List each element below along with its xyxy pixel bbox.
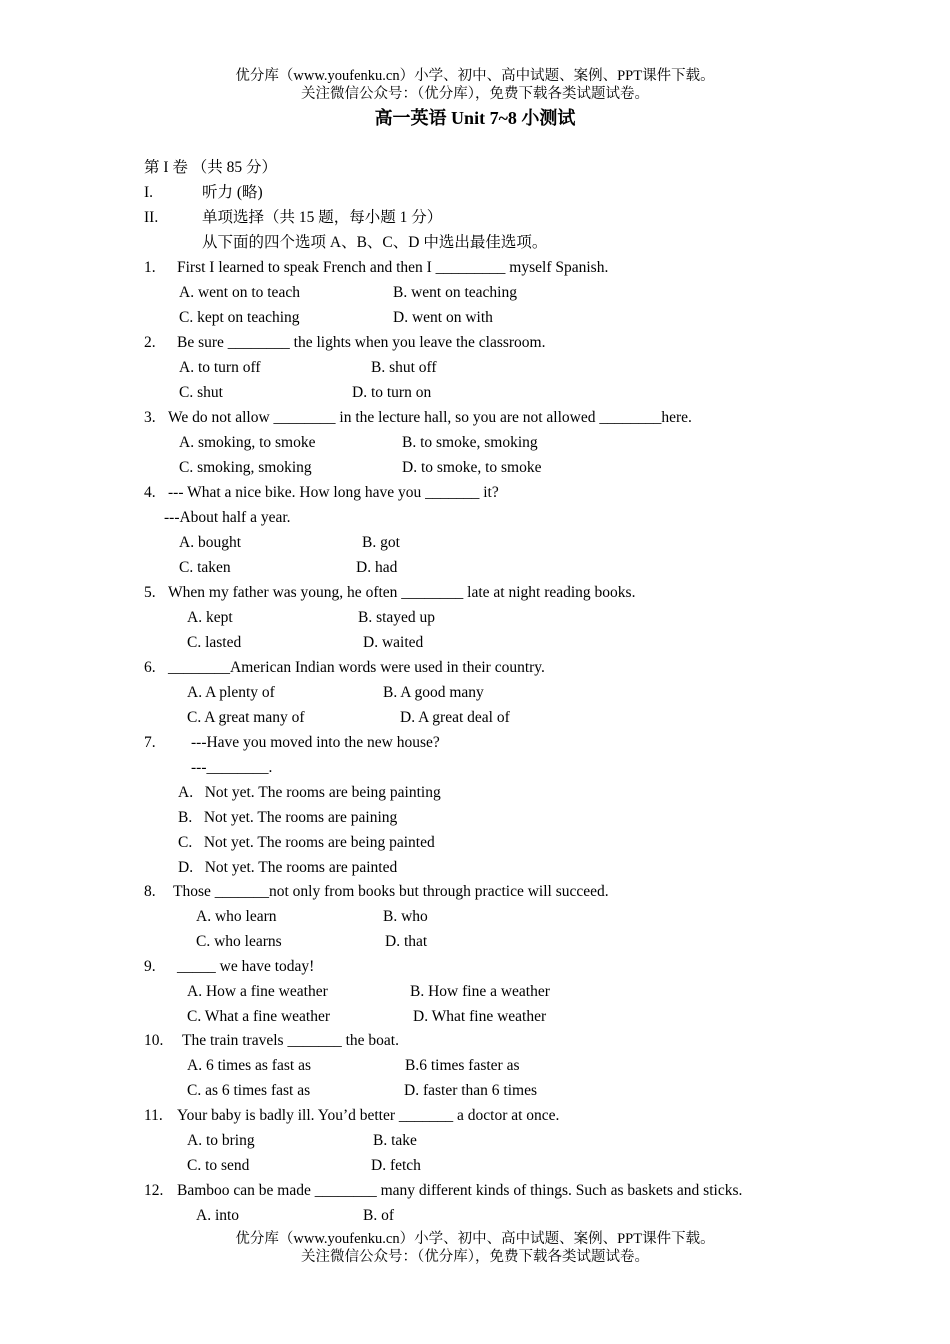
question-3-option-c: C. smoking, smoking bbox=[179, 459, 312, 476]
section-1-title: 听力 (略) bbox=[202, 184, 263, 201]
question-9-option-d: D. What fine weather bbox=[413, 1008, 547, 1025]
question-8-option-b: B. who bbox=[383, 908, 428, 925]
question-12-stem: Bamboo can be made ________ many different kinds of things. Such as baskets and sticks. bbox=[177, 1182, 743, 1199]
question-5-number: 5. bbox=[144, 584, 156, 601]
question-7-option-a: A. Not yet. The rooms are being painting bbox=[178, 784, 441, 801]
question-3-option-d: D. to smoke, to smoke bbox=[402, 459, 542, 476]
part-heading: 第 I 卷 （共 85 分） bbox=[144, 159, 278, 176]
section-2-number: II. bbox=[144, 209, 159, 226]
question-10-option-a: A. 6 times as fast as bbox=[187, 1057, 311, 1074]
question-2-stem: Be sure ________ the lights when you leave the classroom. bbox=[177, 334, 546, 351]
question-1-option-c: C. kept on teaching bbox=[179, 309, 300, 326]
section-2-instruction: 从下面的四个选项 A、B、C、D 中选出最佳选项。 bbox=[202, 234, 548, 251]
question-1-number: 1. bbox=[144, 259, 156, 276]
footer-line-2: 关注微信公众号：（优分库），免费下载各类试题试卷。 bbox=[301, 1249, 649, 1265]
question-8-option-a: A. who learn bbox=[196, 908, 277, 925]
question-1-option-d: D. went on with bbox=[393, 309, 493, 326]
question-2-number: 2. bbox=[144, 334, 156, 351]
question-5-option-c: C. lasted bbox=[187, 634, 242, 651]
question-4-stem: --- What a nice bike. How long have you _______ it? bbox=[168, 484, 499, 501]
question-2-option-b: B. shut off bbox=[371, 359, 437, 376]
question-11-option-a: A. to bring bbox=[187, 1132, 255, 1149]
question-10-option-b: B.6 times faster as bbox=[405, 1057, 520, 1074]
question-8-option-d: D. that bbox=[385, 933, 428, 950]
question-4-number: 4. bbox=[144, 484, 156, 501]
question-2-option-d: D. to turn on bbox=[352, 384, 432, 401]
question-8-stem: Those _______not only from books but through practice will succeed. bbox=[173, 883, 609, 900]
question-9-option-b: B. How fine a weather bbox=[410, 983, 550, 1000]
question-1-option-b: B. went on teaching bbox=[393, 284, 517, 301]
question-7-option-d: D. Not yet. The rooms are painted bbox=[178, 859, 398, 876]
question-11-stem: Your baby is badly ill. You’d better _______ a doctor at once. bbox=[177, 1107, 560, 1124]
question-2-option-c: C. shut bbox=[179, 384, 223, 401]
question-3-stem: We do not allow ________ in the lecture hall, so you are not allowed ________here. bbox=[168, 409, 692, 426]
header-line-1: 优分库（www.youfenku.cn）小学、初中、高中试题、案例、PPT课件下载。 bbox=[235, 68, 715, 84]
section-2-title: 单项选择（共 15 题，每小题 1 分） bbox=[202, 209, 443, 226]
question-9-number: 9. bbox=[144, 958, 156, 975]
question-1-option-a: A. went on to teach bbox=[179, 284, 300, 301]
question-8-number: 8. bbox=[144, 883, 156, 900]
question-5-stem: When my father was young, he often ________ late at night reading books. bbox=[168, 584, 636, 601]
question-6-number: 6. bbox=[144, 659, 156, 676]
question-3-option-a: A. smoking, to smoke bbox=[179, 434, 316, 451]
question-4-option-d: D. had bbox=[356, 559, 398, 576]
page-title: 高一英语 Unit 7~8 小测试 bbox=[374, 108, 576, 128]
question-9-option-a: A. How a fine weather bbox=[187, 983, 328, 1000]
question-10-option-d: D. faster than 6 times bbox=[404, 1082, 538, 1099]
question-10-option-c: C. as 6 times fast as bbox=[187, 1082, 311, 1099]
question-6-option-c: C. A great many of bbox=[187, 709, 305, 726]
question-6-option-a: A. A plenty of bbox=[187, 684, 275, 701]
question-9-stem: _____ we have today! bbox=[177, 958, 315, 975]
question-6-stem: ________American Indian words were used in their country. bbox=[168, 659, 545, 676]
question-7-stem: ---Have you moved into the new house? bbox=[191, 734, 440, 751]
question-4-option-a: A. bought bbox=[179, 534, 241, 551]
question-6-option-b: B. A good many bbox=[383, 684, 484, 701]
question-7-stem-reply: ---________. bbox=[191, 759, 273, 776]
question-5-option-a: A. kept bbox=[187, 609, 233, 626]
question-3-option-b: B. to smoke, smoking bbox=[402, 434, 538, 451]
question-8-option-c: C. who learns bbox=[196, 933, 282, 950]
question-12-option-b: B. of bbox=[363, 1207, 394, 1224]
question-6-option-d: D. A great deal of bbox=[400, 709, 510, 726]
question-7-option-b: B. Not yet. The rooms are paining bbox=[178, 809, 398, 826]
section-1-number: I. bbox=[144, 184, 154, 201]
question-12-option-a: A. into bbox=[196, 1207, 240, 1224]
question-7-number: 7. bbox=[144, 734, 156, 751]
question-4-option-b: B. got bbox=[362, 534, 400, 551]
question-5-option-b: B. stayed up bbox=[358, 609, 436, 626]
question-10-number: 10. bbox=[144, 1032, 164, 1049]
question-10-stem: The train travels _______ the boat. bbox=[182, 1032, 399, 1049]
question-3-number: 3. bbox=[144, 409, 156, 426]
question-12-number: 12. bbox=[144, 1182, 164, 1199]
question-11-option-b: B. take bbox=[373, 1132, 417, 1149]
question-5-option-d: D. waited bbox=[363, 634, 424, 651]
question-11-number: 11. bbox=[144, 1107, 163, 1124]
question-4-stem-reply: ---About half a year. bbox=[164, 509, 291, 526]
question-7-option-c: C. Not yet. The rooms are being painted bbox=[178, 834, 435, 851]
question-9-option-c: C. What a fine weather bbox=[187, 1008, 331, 1025]
question-1-stem: First I learned to speak French and then I _________ myself Spanish. bbox=[177, 259, 609, 276]
footer-line-1: 优分库（www.youfenku.cn）小学、初中、高中试题、案例、PPT课件下载。 bbox=[235, 1231, 715, 1247]
header-line-2: 关注微信公众号：（优分库），免费下载各类试题试卷。 bbox=[301, 86, 649, 102]
question-4-option-c: C. taken bbox=[179, 559, 231, 576]
question-11-option-c: C. to send bbox=[187, 1157, 250, 1174]
question-11-option-d: D. fetch bbox=[371, 1157, 421, 1174]
question-2-option-a: A. to turn off bbox=[179, 359, 261, 376]
